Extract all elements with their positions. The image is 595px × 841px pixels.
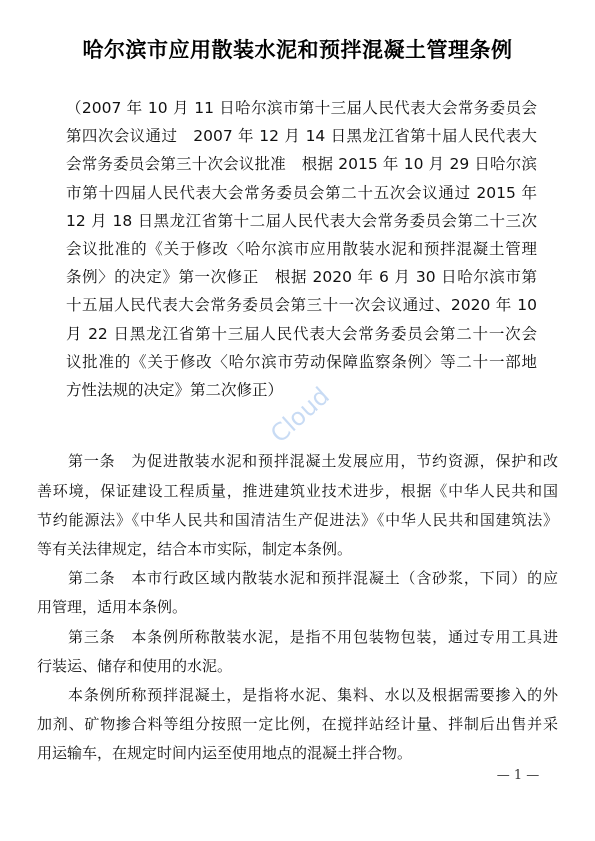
paragraph-line: 第一条 为促进散装水泥和预拌混凝土发展应用，节约资源，保护和改: [68, 452, 558, 471]
article-3-paragraph-2: [37, 681, 558, 769]
paragraph-line: 第三条 本条例所称散装水泥，是指不用包装物包装，通过专用工具进: [68, 627, 558, 646]
preamble-line: 会议批准的《关于修改〈哈尔滨市应用散装水泥和预拌混凝土管理: [66, 239, 537, 258]
preamble: [66, 94, 537, 404]
article-2: [37, 564, 558, 622]
preamble-line: 市第十四届人民代表大会常务委员会第二十五次会议通过 2015 年: [66, 183, 537, 202]
paragraph-line: 用管理，适用本条例。: [37, 598, 188, 617]
paragraph-line: 善环境，保证建设工程质量，推进建筑业技术进步，根据《中华人民共和国: [37, 481, 558, 500]
preamble-line: 12 月 18 日黑龙江省第十二届人民代表大会常务委员会第二十三次: [66, 211, 537, 230]
paragraph-line: 加剂、矿物掺合料等组分按照一定比例，在搅拌站经计量、拌制后出售并采: [37, 715, 558, 734]
paragraph-line: 第二条 本市行政区域内散装水泥和预拌混凝土（含砂浆，下同）的应: [68, 569, 558, 588]
paragraph-line: 用运输车，在规定时间内运至使用地点的混凝土拌合物。: [37, 744, 413, 763]
watermark-logo: Cloud: [265, 381, 335, 449]
preamble-line: 第四次会议通过 2007 年 12 月 14 日黑龙江省第十届人民代表大: [66, 127, 537, 146]
article-3: [37, 623, 558, 681]
preamble-line: 条例〉的决定》第一次修正 根据 2020 年 6 月 30 日哈尔滨市第: [66, 268, 537, 287]
articles-body: [37, 447, 558, 768]
paragraph-line: 本条例所称预拌混凝土，是指将水泥、集料、水以及根据需要掺入的外: [68, 685, 558, 704]
preamble-line: 月 22 日黑龙江省第十三届人民代表大会常务委员会第二十一次会: [66, 324, 537, 343]
preamble-line: 方性法规的决定》第二次修正）: [66, 380, 284, 399]
paragraph-line: 行装运、储存和使用的水泥。: [37, 656, 233, 675]
paragraph-line: 节约能源法》《中华人民共和国清洁生产促进法》《中华人民共和国建筑法》: [37, 510, 558, 529]
preamble-line: 会常务委员会第三十次会议批准 根据 2015 年 10 月 29 日哈尔滨: [66, 155, 537, 174]
article-1: [37, 447, 558, 564]
preamble-line: 十五届人民代表大会常务委员会第三十一次会议通过、2020 年 10: [66, 296, 537, 315]
preamble-line: （2007 年 10 月 11 日哈尔滨市第十三届人民代表大会常务委员会: [66, 99, 537, 117]
page-number: — 1 —: [496, 768, 540, 783]
paragraph-line: 等有关法律规定，结合本市实际，制定本条例。: [37, 539, 353, 558]
document-title: 哈尔滨市应用散装水泥和预拌混凝土管理条例: [82, 37, 513, 62]
preamble-line: 议批准的《关于修改〈哈尔滨市劳动保障监察条例〉等二十一部地: [66, 352, 537, 371]
